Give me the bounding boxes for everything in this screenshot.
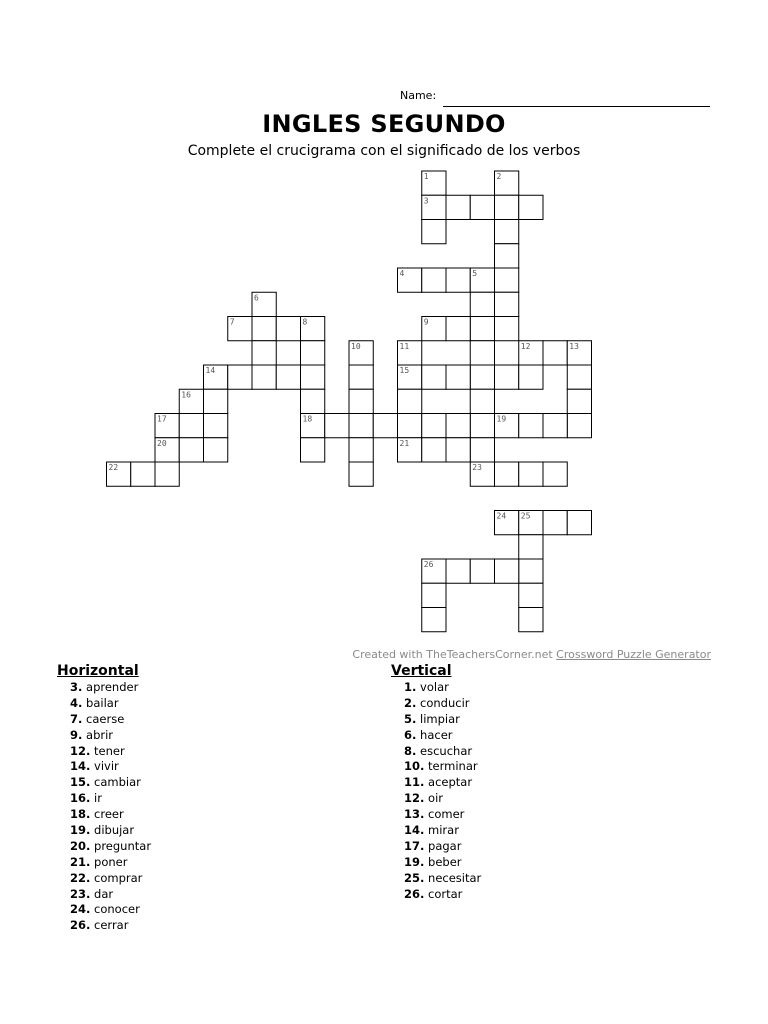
- crossword-cell[interactable]: [446, 268, 470, 292]
- crossword-cell[interactable]: [543, 341, 567, 365]
- cell-number: 25: [520, 511, 531, 521]
- crossword-cell[interactable]: [349, 414, 373, 438]
- cell-number: 6: [254, 293, 259, 303]
- clue-text: bailar: [82, 695, 119, 710]
- crossword-cell[interactable]: [567, 511, 591, 535]
- across-clue: [70, 759, 151, 775]
- crossword-cell[interactable]: [276, 365, 300, 389]
- clue-text: beber: [424, 854, 462, 869]
- across-clue: [70, 680, 151, 696]
- down-heading: Vertical: [391, 663, 452, 679]
- down-clue: [404, 744, 481, 760]
- generator-link[interactable]: Crossword Puzzle Generator: [556, 648, 711, 661]
- clue-text: conducir: [416, 695, 470, 710]
- across-clue: [70, 791, 151, 807]
- crossword-cell[interactable]: [446, 414, 470, 438]
- clue-text: conocer: [90, 902, 140, 917]
- crossword-cell[interactable]: [398, 414, 422, 438]
- across-clue: [70, 902, 151, 918]
- clue-number: 24.: [70, 902, 91, 917]
- crossword-cell[interactable]: [519, 583, 543, 607]
- clue-number: 25.: [404, 870, 425, 885]
- cell-number: 21: [399, 438, 410, 448]
- cell-number: 17: [157, 414, 167, 424]
- crossword-cell[interactable]: [519, 365, 543, 389]
- crossword-cell[interactable]: [446, 559, 470, 583]
- cell-number: 11: [399, 341, 410, 351]
- clue-number: 2.: [404, 695, 417, 710]
- clue-number: 3.: [70, 680, 83, 694]
- crossword-cell[interactable]: [470, 559, 494, 583]
- crossword-cell[interactable]: [567, 365, 591, 389]
- cell-number: 20: [157, 438, 167, 448]
- across-heading: Horizontal: [57, 663, 139, 679]
- cell-number: 19: [496, 414, 507, 424]
- crossword-cell[interactable]: [470, 438, 494, 462]
- down-clue: [404, 728, 481, 744]
- clue-number: 11.: [404, 775, 425, 790]
- clue-text: cortar: [424, 886, 463, 901]
- clue-text: comer: [424, 807, 465, 822]
- cell-number: 13: [569, 341, 579, 351]
- crossword-cell[interactable]: [422, 268, 446, 292]
- clue-number: 4.: [70, 695, 83, 710]
- crossword-cell[interactable]: [325, 414, 349, 438]
- crossword-cell[interactable]: [495, 220, 519, 244]
- cell-number: 14: [205, 366, 216, 375]
- credit-line: [352, 648, 711, 661]
- crossword-cell[interactable]: [131, 462, 155, 486]
- crossword-cell[interactable]: [567, 414, 591, 438]
- cell-number: 3: [423, 196, 429, 206]
- clue-text: volar: [416, 680, 449, 694]
- clue-number: 26.: [404, 886, 425, 901]
- cell-number: 12: [520, 341, 531, 351]
- crossword-cell[interactable]: [204, 414, 228, 438]
- crossword-cell[interactable]: [422, 220, 446, 244]
- clue-text: necesitar: [424, 870, 482, 885]
- clue-text: ir: [90, 791, 102, 806]
- crossword-cell[interactable]: [252, 341, 276, 365]
- across-clue: [70, 855, 151, 871]
- down-clue: [404, 807, 481, 823]
- crossword-cell[interactable]: [495, 559, 519, 583]
- clue-text: dibujar: [90, 823, 135, 838]
- clue-text: limpiar: [416, 711, 460, 726]
- crossword-cell[interactable]: [519, 414, 543, 438]
- clue-text: caerse: [82, 711, 125, 726]
- cell-number: 26: [423, 560, 434, 569]
- crossword-cell[interactable]: [349, 389, 373, 413]
- crossword-cell[interactable]: [446, 195, 470, 219]
- crossword-cell[interactable]: [519, 559, 543, 583]
- crossword-cell[interactable]: [422, 414, 446, 438]
- crossword-cell[interactable]: [301, 438, 325, 462]
- down-clue: [404, 696, 481, 712]
- clue-text: terminar: [424, 759, 478, 774]
- cell-number: 18: [302, 414, 313, 424]
- cell-number: 9: [423, 317, 429, 327]
- clue-text: abrir: [82, 727, 114, 742]
- across-clue-list: [57, 680, 151, 934]
- clue-number: 8.: [404, 743, 417, 758]
- across-clue: [70, 839, 151, 855]
- clue-text: aceptar: [424, 775, 473, 790]
- down-clue: [404, 759, 481, 775]
- crossword-cell[interactable]: [495, 292, 519, 316]
- crossword-cell[interactable]: [519, 195, 543, 219]
- crossword-cell[interactable]: [179, 414, 203, 438]
- down-clue: [404, 839, 481, 855]
- clue-text: hacer: [416, 727, 453, 742]
- clue-number: 1.: [404, 680, 417, 694]
- crossword-cell[interactable]: [155, 462, 179, 486]
- crossword-cell[interactable]: [470, 292, 494, 316]
- crossword-cell[interactable]: [470, 341, 494, 365]
- down-clues: [391, 662, 481, 902]
- down-clue: [404, 823, 481, 839]
- across-clue: [70, 775, 151, 791]
- cell-number: 1: [423, 172, 429, 181]
- cell-number: 4: [399, 269, 405, 278]
- crossword-cell[interactable]: [470, 317, 494, 341]
- across-clue: [70, 887, 151, 903]
- across-clue: [70, 807, 151, 823]
- clue-number: 12.: [70, 743, 91, 758]
- down-clue-list: [391, 680, 481, 902]
- down-clue: [404, 775, 481, 791]
- crossword-cell[interactable]: [495, 268, 519, 292]
- clue-text: escuchar: [416, 743, 473, 758]
- clue-number: 19.: [404, 854, 425, 869]
- crossword-cell[interactable]: [252, 317, 276, 341]
- crossword-cell[interactable]: [519, 462, 543, 486]
- crossword-cell[interactable]: [349, 462, 373, 486]
- crossword-cell[interactable]: [228, 365, 252, 389]
- cell-number: 24: [496, 511, 507, 521]
- clue-number: 16.: [70, 791, 91, 806]
- clue-number: 20.: [70, 838, 91, 853]
- crossword-cell[interactable]: [252, 365, 276, 389]
- clue-number: 18.: [70, 807, 91, 822]
- cell-number: 5: [472, 269, 478, 278]
- clue-number: 13.: [404, 807, 425, 822]
- clue-text: dar: [90, 886, 114, 901]
- clue-text: oir: [424, 791, 443, 806]
- crossword-cell[interactable]: [446, 317, 470, 341]
- down-clue: [404, 712, 481, 728]
- page-subtitle: Complete el crucigrama con el significado de los verbos: [187, 143, 581, 159]
- across-clue: [70, 871, 151, 887]
- across-clue: [70, 823, 151, 839]
- crossword-cell[interactable]: [301, 341, 325, 365]
- crossword-cell[interactable]: [301, 365, 325, 389]
- clue-text: cerrar: [90, 918, 129, 933]
- clue-number: 21.: [70, 854, 91, 869]
- crossword-cell[interactable]: [567, 389, 591, 413]
- across-clue: [70, 696, 151, 712]
- clue-text: preguntar: [90, 838, 152, 853]
- clue-text: mirar: [424, 823, 459, 838]
- clue-number: 19.: [70, 823, 91, 838]
- crossword-cell[interactable]: [519, 535, 543, 559]
- clue-number: 22.: [70, 870, 91, 885]
- crossword-cell[interactable]: [204, 438, 228, 462]
- crossword-cell[interactable]: [495, 462, 519, 486]
- crossword-cell[interactable]: [495, 244, 519, 268]
- crossword-cell[interactable]: [470, 195, 494, 219]
- crossword-cell[interactable]: [179, 438, 203, 462]
- page-title: INGLES SEGUNDO: [262, 110, 506, 138]
- crossword-cell[interactable]: [470, 365, 494, 389]
- crossword-cell[interactable]: [422, 583, 446, 607]
- crossword-cell[interactable]: [349, 438, 373, 462]
- crossword-cell[interactable]: [301, 389, 325, 413]
- crossword-cell[interactable]: [495, 365, 519, 389]
- crossword-cell[interactable]: [398, 389, 422, 413]
- across-clues: [57, 662, 151, 934]
- clue-number: 5.: [404, 711, 417, 726]
- cell-number: 22: [108, 463, 119, 472]
- clue-text: pagar: [424, 838, 462, 853]
- clue-text: tener: [90, 743, 125, 758]
- clue-number: 12.: [404, 791, 425, 806]
- clue-number: 23.: [70, 886, 91, 901]
- crossword-cell[interactable]: [446, 438, 470, 462]
- clue-number: 9.: [70, 727, 83, 742]
- clue-number: 6.: [404, 727, 417, 742]
- down-clue: [404, 680, 481, 696]
- cell-number: 10: [351, 341, 361, 351]
- clue-text: comprar: [90, 870, 143, 885]
- clue-number: 15.: [70, 775, 91, 790]
- clue-number: 7.: [70, 711, 83, 726]
- crossword-cell[interactable]: [543, 462, 567, 486]
- crossword-cell[interactable]: [495, 195, 519, 219]
- cell-number: 2: [496, 172, 502, 181]
- clue-text: cambiar: [90, 775, 141, 790]
- across-clue: [70, 728, 151, 744]
- down-clue: [404, 871, 481, 887]
- crossword-cell[interactable]: [276, 317, 300, 341]
- cell-number: 8: [302, 317, 308, 327]
- clue-number: 26.: [70, 918, 91, 933]
- down-clue: [404, 855, 481, 871]
- crossword-cell[interactable]: [543, 511, 567, 535]
- down-clue: [404, 887, 481, 903]
- crossword-cell[interactable]: [519, 608, 543, 632]
- crossword-cell[interactable]: [422, 438, 446, 462]
- clue-text: creer: [90, 807, 124, 822]
- across-clue: [70, 918, 151, 934]
- cell-number: 23: [472, 463, 482, 472]
- crossword-cell[interactable]: [204, 389, 228, 413]
- across-clue: [70, 744, 151, 760]
- crossword-cell[interactable]: [470, 414, 494, 438]
- name-label: Name:: [400, 89, 437, 102]
- crossword-cell[interactable]: [422, 608, 446, 632]
- down-clue: [404, 791, 481, 807]
- across-clue: [70, 712, 151, 728]
- credit-text: Created with TheTeachersCorner.net: [352, 648, 557, 661]
- crossword-cell[interactable]: [446, 365, 470, 389]
- clue-number: 14.: [404, 823, 425, 838]
- crossword-cell[interactable]: [543, 414, 567, 438]
- clue-text: poner: [90, 854, 128, 869]
- clue-number: 14.: [70, 759, 91, 774]
- cell-number: 16: [181, 390, 191, 400]
- crossword-cell[interactable]: [373, 414, 397, 438]
- crossword-cell[interactable]: [495, 317, 519, 341]
- clue-number: 10.: [404, 759, 425, 774]
- crossword-cell[interactable]: [422, 365, 446, 389]
- clue-number: 17.: [404, 838, 425, 853]
- clue-text: aprender: [82, 680, 139, 694]
- crossword-cell[interactable]: [470, 389, 494, 413]
- clue-text: vivir: [90, 759, 119, 774]
- cell-number: 15: [399, 366, 410, 375]
- cell-number: 7: [229, 317, 235, 327]
- crossword-cell[interactable]: [349, 365, 373, 389]
